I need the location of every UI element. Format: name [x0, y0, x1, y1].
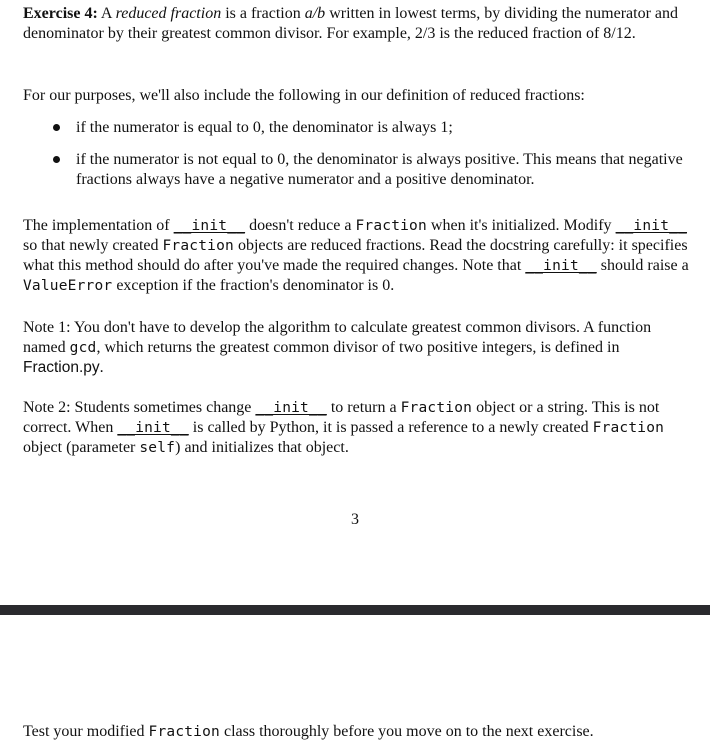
text: Test your modified [23, 723, 149, 740]
test-paragraph [23, 722, 594, 742]
list-item-text: if the numerator is equal to 0, the denominator is always 1; [76, 119, 453, 136]
code-init: __init__ [525, 258, 597, 274]
list-item-text: if the numerator is not equal to 0, the denominator is always positive. This means that negative fractions always have a negative numerator and a positive denominator. [76, 151, 683, 188]
purposes-paragraph: For our purposes, we'll also include the following in our definition of reduced fractions: [23, 87, 585, 104]
code-init: __init__ [173, 218, 246, 234]
list-item [23, 150, 695, 190]
code-gcd: gcd [69, 340, 97, 356]
text: is called by Python, it is passed a reference to a newly created [188, 419, 593, 436]
code-fraction: Fraction [162, 238, 234, 254]
text: exception if the fraction's denominator is 0. [112, 277, 395, 294]
text: should raise a [596, 257, 689, 274]
code-fraction: Fraction [400, 400, 473, 416]
text: so that newly created [23, 237, 163, 254]
text: is a fraction [221, 5, 305, 22]
note2-paragraph [23, 398, 695, 458]
text: ) and initializes that object. [175, 439, 349, 456]
bullet-icon [53, 124, 60, 131]
term-reduced-fraction: reduced fraction [115, 5, 222, 22]
code-valueerror: ValueError [23, 278, 113, 294]
code-self: self [139, 440, 176, 456]
code-fraction: Fraction [355, 218, 427, 234]
text: written in lowest terms, by dividing the numerator and denominator by their greatest common divisor. For example, 2/3 is the reduced fraction of 8/12. [23, 5, 679, 42]
text: Note 1: You don't have to develop the algorithm to calculate greatest common divisors. A function named [23, 319, 652, 356]
exercise-paragraph [23, 4, 695, 44]
text: when it's initialized. Modify [426, 217, 616, 234]
file-name: Fraction.py [23, 359, 100, 376]
note1-paragraph [23, 318, 695, 378]
text: object (parameter [23, 439, 140, 456]
code-fraction: Fraction [592, 420, 665, 436]
term-ab: a/b [304, 5, 326, 22]
implementation-paragraph [23, 216, 695, 296]
code-init: __init__ [255, 400, 327, 416]
definition-list [23, 118, 695, 190]
text: A [97, 5, 116, 22]
text: , which returns the greatest common divisor of two positive integers, is defined in [96, 339, 620, 356]
page-number: 3 [351, 511, 359, 528]
text: to return a [326, 399, 401, 416]
text: Note 2: Students sometimes change [23, 399, 256, 416]
exercise-label: Exercise 4: [23, 5, 98, 22]
text: doesn't reduce a [245, 217, 356, 234]
bullet-icon [53, 156, 60, 163]
page-divider [0, 605, 710, 615]
code-init: __init__ [615, 218, 688, 234]
code-init: __init__ [117, 420, 189, 436]
text: objects are reduced fractions. Read the docstring carefully: it specifies what this method should do after you've made the required changes. Note that [23, 237, 688, 274]
list-item [23, 118, 695, 138]
text: . [99, 359, 104, 376]
code-fraction: Fraction [148, 724, 220, 740]
text: class thoroughly before you move on to the next exercise. [219, 723, 594, 740]
text: object or a string. This is not correct. When [23, 399, 660, 436]
text: The implementation of [23, 217, 174, 234]
